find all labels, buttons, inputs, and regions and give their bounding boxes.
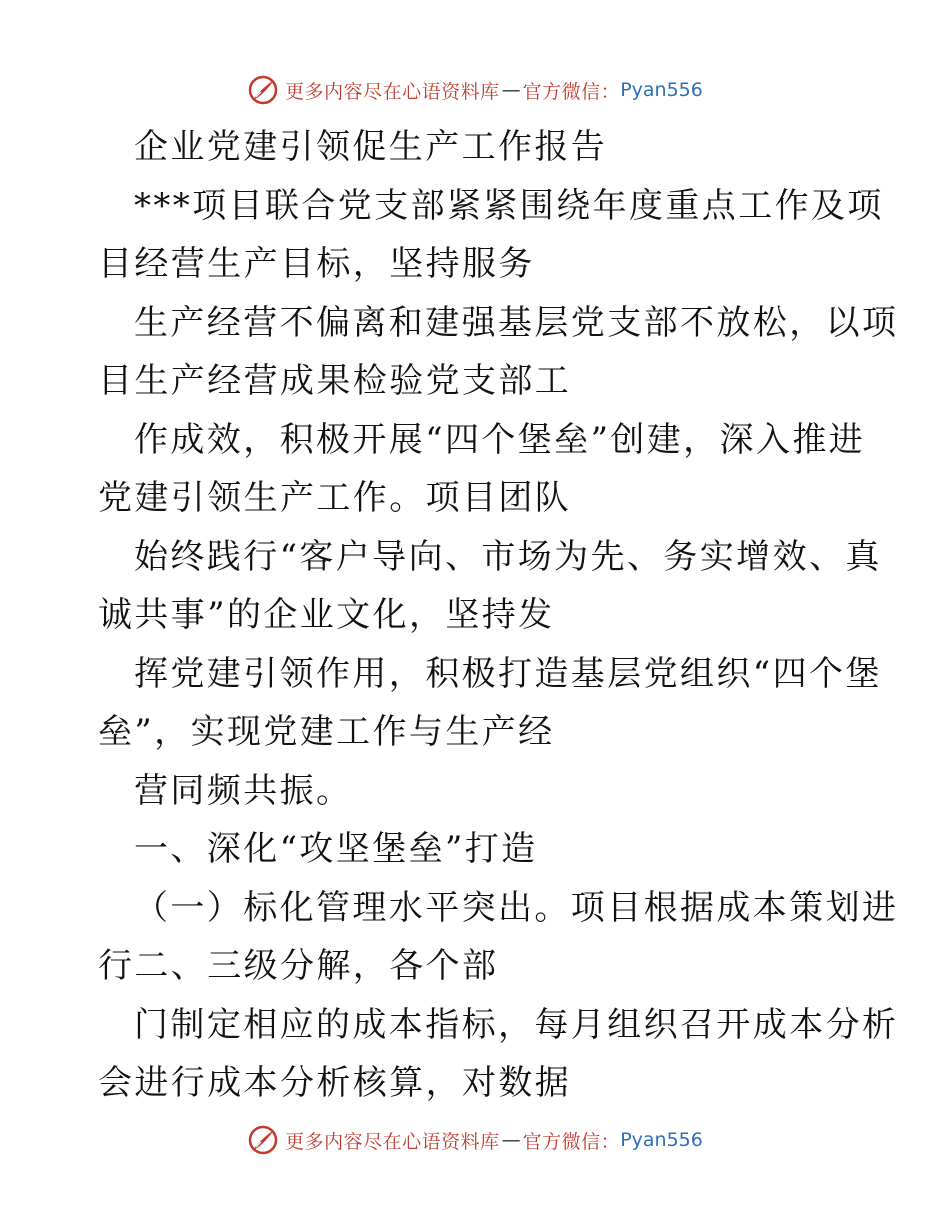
paragraph-line: 诚共事”的企业文化，坚持发 — [98, 595, 555, 635]
watermark-label: 官方微信： — [522, 80, 621, 103]
document-body — [98, 118, 899, 1113]
document-title: 企业党建引领促生产工作报告 — [134, 127, 608, 167]
watermark-label: 官方微信： — [522, 1130, 621, 1153]
watermark-id: Pyan556 — [620, 79, 703, 101]
paragraph-line: 营同频共振。 — [134, 770, 353, 811]
paragraph-line: 行二、三级分解，各个部 — [98, 946, 499, 986]
watermark-id: Pyan556 — [620, 1129, 703, 1151]
paragraph-line: 生产经营不偏离和建强基层党支部不放松，以项 — [134, 302, 899, 343]
watermark-text: 更多内容尽在心语资料库 — [285, 1130, 500, 1153]
paragraph-line: 门制定相应的成本指标，每月组织召开成本分析 — [134, 1004, 899, 1045]
quill-logo-icon — [247, 1124, 279, 1156]
header-watermark — [0, 74, 950, 106]
watermark-separator: — — [501, 1129, 521, 1151]
paragraph-line: 目生产经营成果检验党支部工 — [98, 361, 572, 401]
paragraph-line: 目经营生产目标，坚持服务 — [98, 244, 535, 284]
watermark-text: 更多内容尽在心语资料库 — [285, 80, 500, 103]
subsection-line: （一）标化管理水平突出。项目根据成本策划进 — [134, 887, 899, 928]
paragraph-line: 会进行成本分析核算，对数据 — [98, 1063, 572, 1103]
paragraph-line: 始终践行“客户导向、市场为先、务实增效、真 — [134, 536, 882, 577]
paragraph-line: 党建引领生产工作。项目团队 — [98, 478, 572, 518]
paragraph-line: 作成效，积极开展“四个堡垒”创建，深入推进 — [134, 419, 866, 460]
paragraph-line: 垒”，实现党建工作与生产经 — [98, 712, 555, 752]
watermark-separator: — — [501, 79, 521, 101]
paragraph-line: ***项目联合党支部紧紧围绕年度重点工作及项 — [134, 185, 884, 226]
section-heading: 一、深化“攻坚堡垒”打造 — [134, 829, 538, 869]
quill-logo-icon — [247, 74, 279, 106]
footer-watermark — [0, 1124, 950, 1156]
paragraph-line: 挥党建引领作用，积极打造基层党组织“四个堡 — [134, 653, 882, 694]
